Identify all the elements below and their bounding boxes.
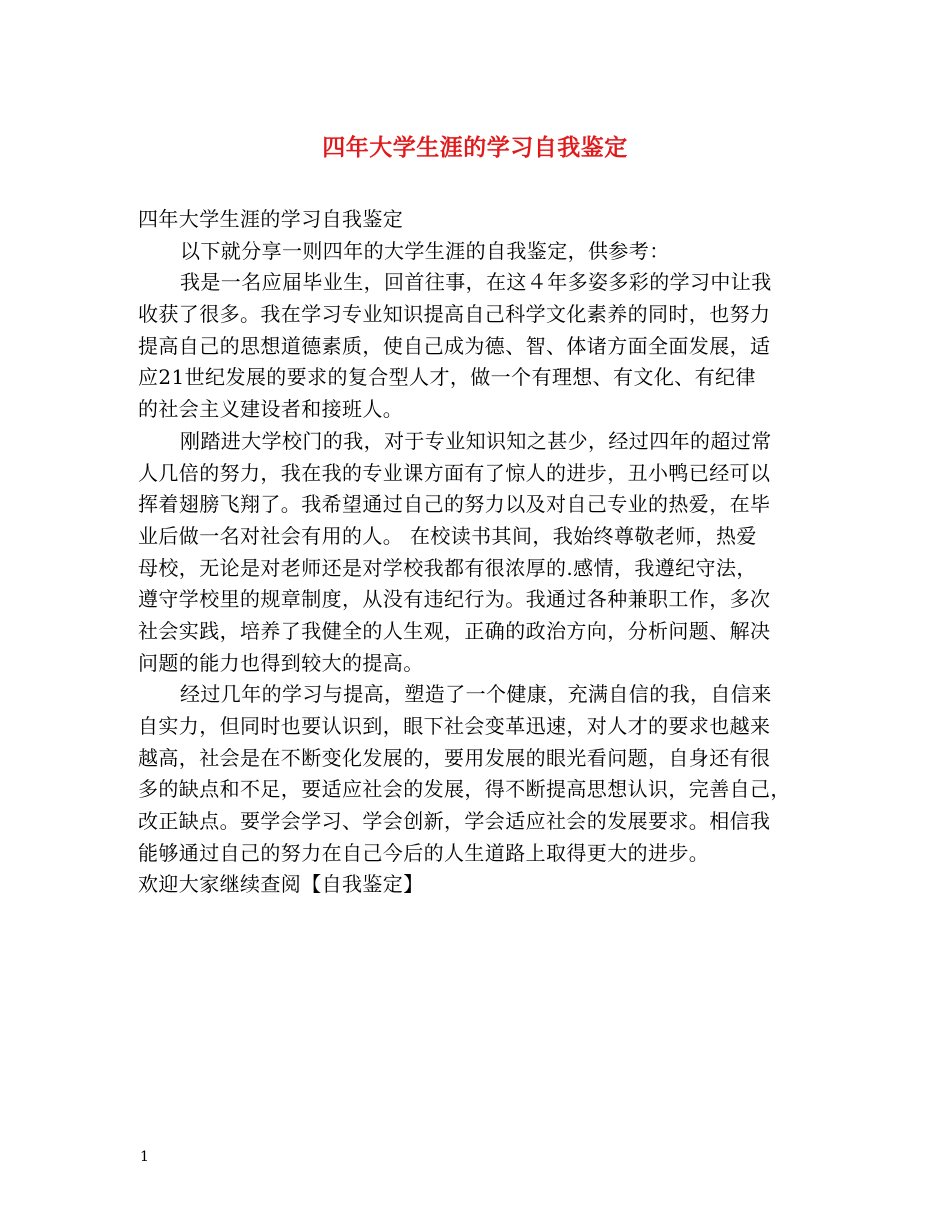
paragraph-3-line-3: 越高，社会是在不断变化发展的，要用发展的眼光看问题，自身还有很 (138, 745, 771, 770)
paragraph-1-line-3: 提高自己的思想道德素质，使自己成为德、智、体诸方面全面发展，适 (138, 333, 771, 358)
paragraph-1-line-1: 我是一名应届毕业生，回首往事，在这４年多姿多彩的学习中让我 (180, 270, 772, 295)
intro-line: 以下就分享一则四年的大学生涯的自我鉴定，供参考： (180, 238, 670, 263)
closing-line: 欢迎大家继续查阅【自我鉴定】 (138, 872, 424, 897)
paragraph-3-line-5: 改正缺点。要学会学习、学会创新，学会适应社会的发展要求。相信我 (138, 809, 771, 834)
paragraph-2-line-6: 遵守学校里的规章制度，从没有违纪行为。我通过各种兼职工作，多次 (138, 587, 771, 612)
paragraph-2-line-4: 业后做一名对社会有用的人。 在校读书其间，我始终尊敬老师，热爱 (138, 523, 757, 548)
paragraph-2-line-3: 挥着翅膀飞翔了。我希望通过自己的努力以及对自己专业的热爱，在毕 (138, 492, 771, 517)
paragraph-2-line-2: 人几倍的努力，我在我的专业课方面有了惊人的进步，丑小鸭已经可以 (138, 460, 771, 485)
body-heading-line: 四年大学生涯的学习自我鉴定 (138, 207, 404, 231)
document-title: 四年大学生涯的学习自我鉴定 (322, 134, 628, 161)
paragraph-2-line-8: 问题的能力也得到较大的提高。 (138, 650, 424, 675)
paragraph-1-line-4: 应21世纪发展的要求的复合型人才，做一个有理想、有文化、有纪律 (138, 365, 756, 390)
paragraph-3-line-6: 能够通过自己的努力在自己今后的人生道路上取得更大的进步。 (138, 840, 710, 865)
paragraph-1-line-2: 收获了很多。我在学习专业知识提高自己科学文化素养的同时，也努力 (138, 302, 771, 327)
paragraph-2-line-5: 母校，无论是对老师还是对学校我都有很浓厚的.感情，我遵纪守法， (138, 555, 757, 580)
paragraph-1-line-5: 的社会主义建设者和接班人。 (138, 397, 404, 422)
paragraph-2-line-7: 社会实践，培养了我健全的人生观，正确的政治方向，分析问题、解决 (138, 618, 771, 643)
paragraph-3-line-1: 经过几年的学习与提高，塑造了一个健康，充满自信的我，自信来 (180, 682, 772, 707)
document-body (138, 204, 818, 901)
paragraph-2-line-1: 刚踏进大学校门的我，对于专业知识知之甚少，经过四年的超过常 (180, 428, 772, 453)
paragraph-3-line-4: 多的缺点和不足，要适应社会的发展，得不断提高思想认识，完善自己， (138, 777, 791, 802)
page-number: 1 (140, 1149, 149, 1165)
paragraph-3-line-2: 自实力，但同时也要认识到，眼下社会变革迅速，对人才的要求也越来 (138, 714, 771, 738)
